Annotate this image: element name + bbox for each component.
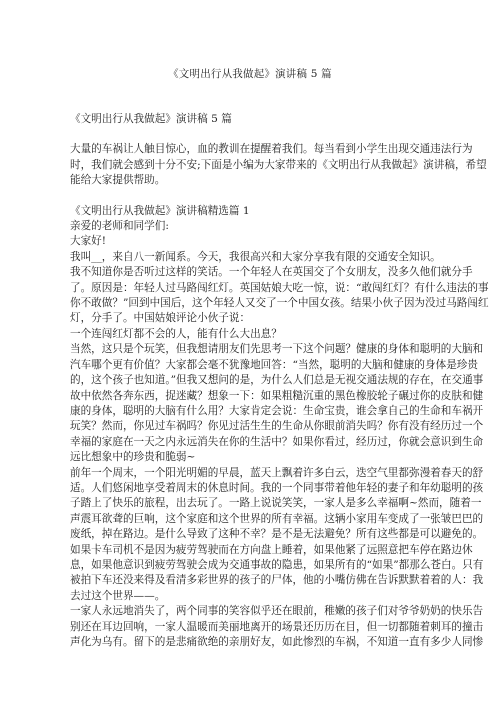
body-line: 灯，分手了。中国姑娘评论小伙子说： bbox=[70, 312, 251, 325]
body-line: 大家好! bbox=[70, 235, 107, 248]
body-line: 如果卡车司机不是因为疲劳驾驶而在方向盘上睡着，如果他紧了远照意把车停在路边休 bbox=[70, 543, 473, 556]
page-header-title: 《文明出行从我做起》演讲稿 5 篇 bbox=[168, 68, 332, 80]
body-line: 故中依然各奔东西，捉迷藏？想象一下：如果粗糙沉重的黑色橡胶轮子碾过你的皮肤和健 bbox=[70, 389, 484, 402]
body-line: 我不知道你是否听过这样的笑话。一个年轻人在英国交了个女朋友，没多久他们就分手 bbox=[70, 266, 473, 279]
document-title: 《文明出行从我做起》演讲稿 5 篇 bbox=[70, 113, 232, 125]
body-line: 声化为乌有。留下的是悲痛欲绝的亲朋好友，如此惨烈的车祸，不知道一直有多少人同惨 bbox=[70, 636, 484, 648]
spacer bbox=[70, 127, 438, 142]
body-line: 适。人们悠闲地享受着周末的休息时间。我的一个同事带着他年轻的妻子和年幼聪明的孩 bbox=[70, 481, 484, 494]
spacer bbox=[70, 189, 438, 204]
body-line: 远比想象中的珍贵和脆弱~ bbox=[70, 451, 196, 464]
body-line: 了。原因是：年轻人过马路闯红灯。英国姑娘大吃一惊，说：“敢闯红灯？有什么违法的事 bbox=[70, 281, 489, 294]
body-line: 汽车哪个更有价值？大家都会毫不犹豫地回答：“当然，聪明的大脑和健康的身体是珍贵 bbox=[70, 358, 478, 371]
body-line: 前年一个周末，一个阳光明媚的早晨，蓝天上飘着许多白云，迭空气里都弥漫着春天的舒 bbox=[70, 466, 484, 479]
body-line: 我叫__，来自八一新闻系。今天，我很高兴和大家分享我有限的交通安全知识。 bbox=[70, 250, 441, 263]
body-line: 当然，这只是个玩笑，但我想请朋友们先思考一下这个问题？健康的身体和聪明的大脑和 bbox=[70, 343, 484, 356]
body-line: 废纸，掉在路边。是什么导致了这种不幸？是不是无法避免？所有这些都是可以避免的。 bbox=[70, 528, 484, 541]
body-line: 被拍下车还没来得及看清多彩世界的孩子的尸体，他的小嘴仿佛在告诉默默着着的人：我 bbox=[70, 574, 484, 587]
body-line: 玩笑？然而，你见过车祸吗？你见过活生生的生命从你眼前消失吗？你有没有经历过一个 bbox=[70, 420, 484, 433]
intro-line-3: 能给大家提供帮助。 bbox=[70, 174, 166, 187]
body-line: 声震耳欲聋的巨响，这个家庭和这个世界的所有幸福。这辆小家用车变成了一张皱巴巴的 bbox=[70, 512, 484, 525]
body-line: 康的身体，聪明的大脑有什么用？大家肯定会说：生命宝贵，谁会拿自己的生命和车祸开 bbox=[70, 404, 484, 417]
body-line: 别还在耳边回响，一家人温暖而美丽地离开的场景还历历在目，但一切都随着刺耳的撞击 bbox=[70, 620, 484, 633]
document-body bbox=[70, 112, 489, 650]
body-line: 子踏上了快乐的旅程，出去玩了。一路上说说笑笑，一家人是多么幸福啊~然而，随着一 bbox=[70, 497, 482, 510]
body-line: 一个连闯红灯都不会的人，能有什么大出息？ bbox=[70, 327, 282, 340]
body-line: 亲爱的老师和同学们: bbox=[70, 220, 169, 233]
body-line: 息，如果他意识到疲劳驾驶会成为交通事故的隐患，如果所有的“如果”都那么苍白。只有 bbox=[70, 558, 484, 571]
intro-line-1: 大量的车祸让人触目惊心，血的教训在提醒着我们。每当看到小学生出现交通违法行为 bbox=[70, 143, 473, 156]
body-line: 的，这个孩子也知道。”但我又想问的是，为什么人们总是无视交通法规的存在，在交通事 bbox=[70, 374, 484, 387]
body-line: 幸福的家庭在一天之内永远消失在你的生活中？如果你看过，经历过，你就会意识到生命 bbox=[70, 435, 484, 448]
section-title: 《文明出行从我做起》演讲稿精选篇 1 bbox=[70, 204, 250, 217]
body-line: 去过这个世界——。 bbox=[70, 589, 166, 602]
intro-line-2: 时，我们就会感到十分不安;下面是小编为大家带来的《文明出行从我做起》演讲稿，希望 bbox=[70, 158, 487, 171]
body-line: 你不敢做？”回到中国后，这个年轻人又交了一个中国女孩。结果小伙子因为没过马路闯红 bbox=[70, 297, 489, 310]
body-line: 一家人永远地消失了，两个同事的笑容似乎还在眼前，稚嫩的孩子们对爷爷奶奶的快乐告 bbox=[70, 605, 484, 618]
